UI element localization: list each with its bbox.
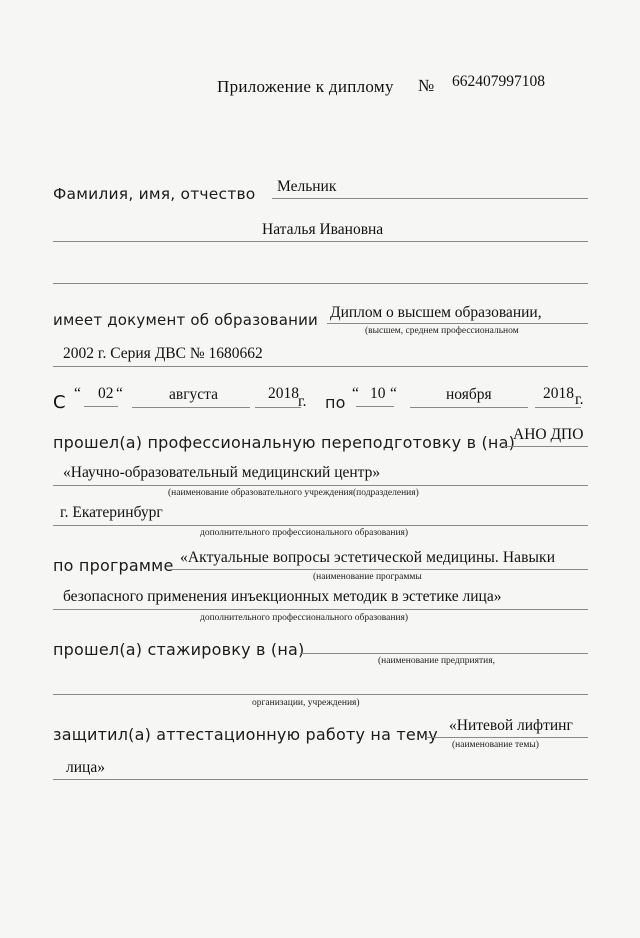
from-year-line <box>255 407 301 408</box>
to-year-suffix: г. <box>575 391 584 408</box>
program-label: по программе <box>53 556 174 575</box>
retraining-city: г. Екатеринбург <box>60 504 163 521</box>
to-day-line <box>356 406 394 407</box>
thesis-topic-part-1: «Нитевой лифтинг <box>449 717 573 734</box>
to-month: ноября <box>446 386 492 403</box>
name-line-1 <box>272 198 588 199</box>
from-day: 02 <box>98 385 114 402</box>
education-line <box>327 323 588 324</box>
from-month-line <box>132 407 250 408</box>
name-line-2 <box>53 241 588 242</box>
education-caption: (высшем, среднем профессиональном <box>365 326 519 336</box>
to-day: 10 <box>370 385 386 402</box>
diploma-number: 662407997108 <box>452 73 545 90</box>
program-caption-1: (наименование программы <box>313 572 422 582</box>
internship-label: прошел(а) стажировку в (на) <box>53 640 305 659</box>
retraining-org-short-line <box>500 446 588 447</box>
internship-line-2 <box>53 694 588 695</box>
name-label: Фамилия, имя, отчество <box>53 185 256 203</box>
to-word: по <box>325 393 346 412</box>
program-line-2: безопасного применения инъекционных методик в эстетике лица» <box>63 588 502 605</box>
from-month: августа <box>169 386 219 403</box>
internship-caption-1: (наименование предприятия, <box>378 656 495 666</box>
from-prefix: С <box>53 392 66 413</box>
education-label: имеет документ об образовании <box>53 311 318 329</box>
to-open-quote: “ <box>352 385 359 402</box>
number-sign: № <box>418 76 435 95</box>
thesis-label: защитил(а) аттестационную работу на тему <box>53 725 438 744</box>
thesis-topic-line <box>426 737 588 738</box>
education-series: 2002 г. Серия ДВС № 1680662 <box>63 345 263 362</box>
from-year: 2018 <box>268 385 299 402</box>
retraining-label: прошел(а) профессиональную переподготовку в (на) <box>53 433 516 452</box>
to-close-quote: “ <box>390 385 397 402</box>
document-title: Приложение к диплому <box>217 77 394 96</box>
education-value: Диплом о высшем образовании, <box>330 304 542 321</box>
program-underline-2 <box>53 609 588 610</box>
given-names-value: Наталья Ивановна <box>262 221 384 238</box>
to-month-line <box>410 407 528 408</box>
retraining-org-line <box>53 485 588 486</box>
retraining-city-line <box>53 525 588 526</box>
from-close-quote: “ <box>116 385 123 402</box>
name-line-3 <box>53 283 588 284</box>
thesis-topic-part-2: лица» <box>66 759 105 776</box>
retraining-org-short: АНО ДПО <box>513 426 584 443</box>
from-day-line <box>84 406 118 407</box>
program-caption-2: дополнительного профессионального образования) <box>200 613 409 623</box>
retraining-caption-1: (наименование образовательного учреждения(подразделения) <box>168 488 419 498</box>
thesis-caption: (наименование темы) <box>452 740 539 750</box>
retraining-org-name: «Научно-образовательный медицинский центр» <box>63 464 381 481</box>
program-underline-1 <box>170 569 588 570</box>
program-line-1: «Актуальные вопросы эстетической медицины. Навыки <box>180 549 556 566</box>
surname-value: Мельник <box>277 178 337 195</box>
from-open-quote: “ <box>74 385 81 402</box>
from-year-suffix: г. <box>298 393 307 410</box>
series-line <box>53 366 588 367</box>
internship-caption-2: организации, учреждения) <box>252 698 360 708</box>
retraining-caption-2: дополнительного профессионального образования) <box>200 528 409 538</box>
to-year: 2018 <box>543 385 574 402</box>
internship-line-1 <box>300 653 588 654</box>
thesis-line-2 <box>53 779 588 780</box>
